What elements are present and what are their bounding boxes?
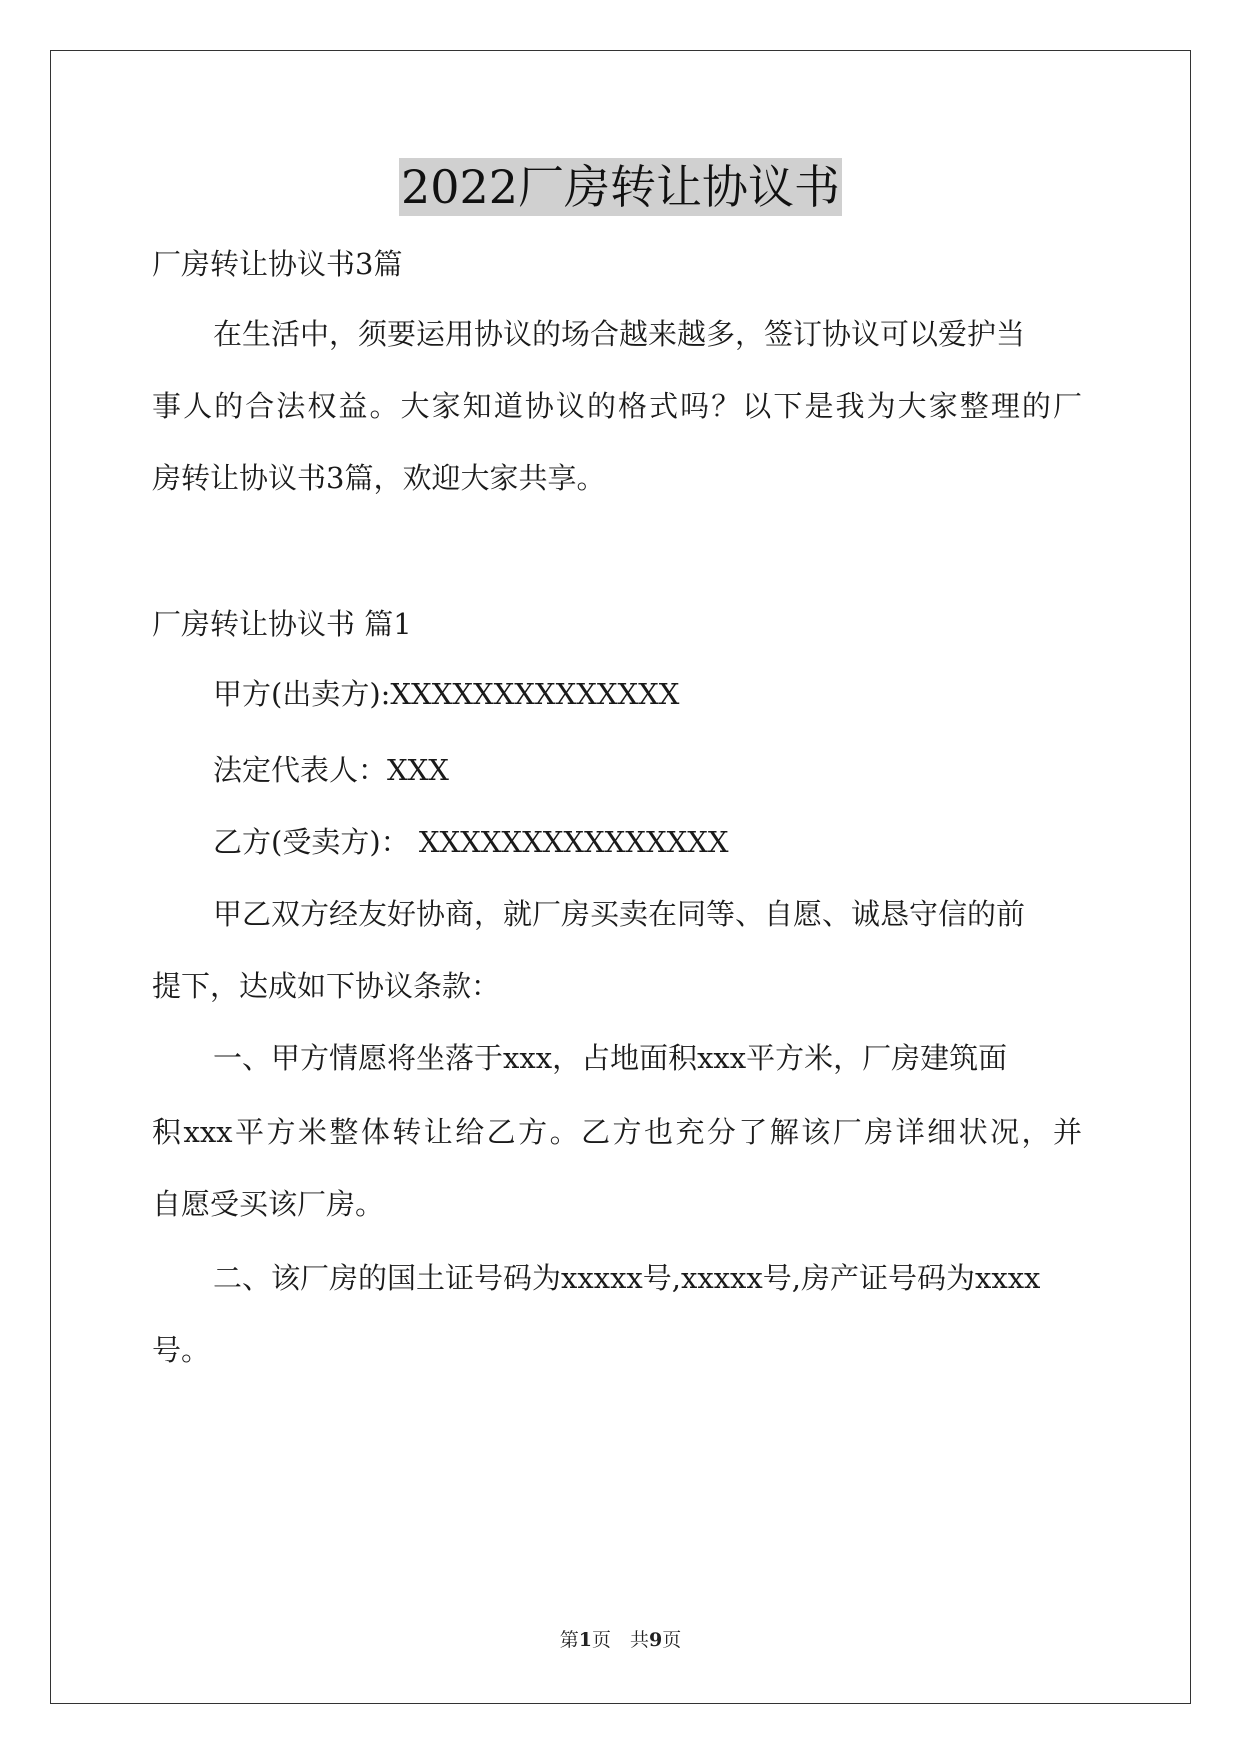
section-heading: 厂房转让协议书 篇1: [152, 607, 412, 641]
party-b-line: 乙方(受卖方)： XXXXXXXXXXXXXXX: [213, 825, 729, 859]
clause-line: 自愿受买该厂房。: [152, 1187, 385, 1221]
clause-line: 一、甲方情愿将坐落于xxx，占地面积xxx平方米，厂房建筑面: [213, 1041, 1008, 1075]
page-current: 1: [578, 1629, 592, 1651]
page-prefix: 第: [559, 1629, 579, 1651]
clause-line: 二、该厂房的国土证号码为xxxxx号,xxxxx号,房产证号码为xxxx: [213, 1261, 1041, 1295]
party-a-line: 甲方(出卖方):XXXXXXXXXXXXXX: [213, 677, 680, 711]
paragraph-line: 提下，达成如下协议条款：: [152, 969, 501, 1003]
paragraph-line: 甲乙双方经友好协商，就厂房买卖在同等、自愿、诚恳守信的前: [213, 897, 1026, 931]
page-suffix: 页: [662, 1629, 682, 1651]
page-mid: 页 共: [591, 1629, 649, 1651]
page-footer: [0, 1628, 1241, 1652]
paragraph-line: 事人的合法权益。大家知道协议的格式吗？以下是我为大家整理的厂: [152, 389, 1082, 423]
title-container: [0, 158, 1241, 216]
clause-line: 号。: [152, 1333, 211, 1367]
paragraph-line: 在生活中，须要运用协议的场合越来越多，签订协议可以爱护当: [213, 317, 1026, 351]
clause-line: 积xxx平方米整体转让给乙方。乙方也充分了解该厂房详细状况，并: [152, 1115, 1082, 1149]
page-total: 9: [649, 1629, 663, 1651]
subtitle-line: 厂房转让协议书3篇: [152, 247, 403, 281]
document-title: 2022厂房转让协议书: [400, 160, 841, 214]
paragraph-line: 房转让协议书3篇，欢迎大家共享。: [152, 461, 606, 495]
legal-representative-line: 法定代表人：XXX: [213, 753, 449, 787]
page-border: [50, 50, 1191, 1704]
